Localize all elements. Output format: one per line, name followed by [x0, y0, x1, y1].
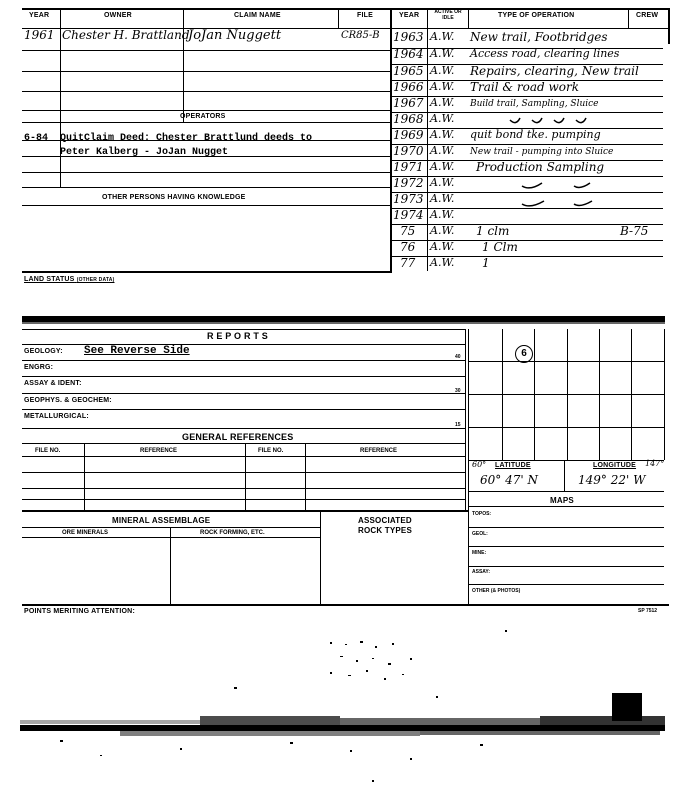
geology-value: See Reverse Side: [84, 345, 190, 357]
col-reference: REFERENCE: [140, 448, 178, 454]
op-year: 1973: [393, 192, 424, 206]
op-year: 1972: [393, 176, 424, 190]
col-file-no: FILE NO.: [35, 448, 61, 454]
op-status: A.W.: [430, 96, 455, 109]
op-year: 1965: [393, 64, 424, 78]
op-year: 75: [400, 224, 416, 238]
metallurgical-num: 15: [455, 422, 461, 428]
op-status: A.W.: [430, 208, 455, 221]
col-reference-2: REFERENCE: [360, 448, 398, 454]
operators-text-line1: QuitClaim Deed: Chester Brattlund deeds to: [60, 133, 313, 144]
lat-prefix: 60°: [472, 460, 487, 469]
maps-assay: ASSAY:: [472, 569, 491, 575]
section-mark: 6: [515, 345, 533, 363]
op-type: New trail - pumping into Sluice: [470, 147, 614, 157]
op-status: A.W.: [430, 144, 455, 157]
general-references-title: GENERAL REFERENCES: [182, 432, 294, 442]
check-marks: [470, 112, 630, 216]
op-status: A.W.: [430, 128, 455, 141]
maps-title: MAPS: [550, 496, 574, 505]
mineral-assemblage-title: MINERAL ASSEMBLAGE: [112, 516, 211, 525]
op-type: 1 Clm: [482, 240, 518, 254]
op-year: 1964: [393, 47, 424, 61]
op-status: A.W.: [430, 240, 455, 253]
op-type: Build trail, Sampling, Sluice: [470, 99, 599, 109]
op-year: 1969: [393, 128, 424, 142]
scan-artifact-bar-thin: [22, 322, 665, 324]
entry-file: CR85-B: [341, 30, 380, 41]
maps-other: OTHER (& PHOTOS): [472, 588, 521, 594]
other-persons-label: OTHER PERSONS HAVING KNOWLEDGE: [102, 194, 246, 201]
owner-header: OWNER: [104, 12, 132, 19]
metallurgical-label: METALLURGICAL:: [24, 413, 89, 420]
entry-claim-name: JoJan Nuggett: [188, 28, 282, 43]
maps-geol: GEOL:: [472, 531, 488, 537]
claim-name-header: CLAIM NAME: [234, 12, 281, 19]
geology-num: 40: [455, 354, 461, 360]
geophys-label: GEOPHYS. & GEOCHEM:: [24, 397, 112, 404]
op-crew: B-75: [620, 224, 649, 238]
assay-label: ASSAY & IDENT:: [24, 380, 82, 387]
rock-forming-header: ROCK FORMING, ETC.: [200, 530, 265, 536]
year-header: YEAR: [29, 12, 50, 19]
op-status: A.W.: [430, 160, 455, 173]
assay-num: 30: [455, 388, 461, 394]
op-year: 1968: [393, 112, 424, 126]
operators-date: 6-84: [24, 133, 49, 144]
land-status-title: LAND STATUS: [24, 276, 75, 283]
longitude-value: 149° 22' W: [578, 473, 646, 487]
crew-header: CREW: [636, 12, 659, 19]
op-year: 1971: [393, 160, 424, 174]
type-of-operation-header: TYPE OF OPERATION: [498, 12, 575, 19]
op-status: A.W.: [430, 30, 455, 43]
op-type: New trail, Footbridges: [470, 30, 608, 44]
op-status: A.W.: [430, 47, 455, 60]
scan-noise: [0, 630, 678, 790]
operators-text-line2: Peter Kalberg - JoJan Nugget: [60, 147, 229, 158]
op-type: Repairs, clearing, New trail: [470, 64, 639, 78]
op-year: 1967: [393, 96, 424, 110]
op-year: 77: [400, 256, 416, 270]
op-status: A.W.: [430, 256, 455, 269]
op-type: Access road, clearing lines: [470, 47, 620, 60]
longitude-label: LONGITUDE: [593, 462, 637, 469]
latitude-label: LATITUDE: [495, 462, 531, 469]
latitude-value: 60° 47' N: [480, 473, 538, 487]
op-year: 1974: [393, 208, 424, 222]
active-idle-header: ACTIVE OR IDLE: [434, 9, 462, 21]
points-meriting-attention-label: POINTS MERITING ATTENTION:: [24, 608, 135, 615]
op-status: A.W.: [430, 112, 455, 125]
op-type: 1 clm: [476, 224, 510, 238]
ops-year-header: YEAR: [399, 12, 420, 19]
op-status: A.W.: [430, 224, 455, 237]
op-year: 1963: [393, 30, 424, 44]
operators-label: OPERATORS: [180, 113, 226, 120]
form-number: SP 7512: [638, 608, 658, 614]
op-status: A.W.: [430, 176, 455, 189]
op-type: quit bond tke. pumping: [470, 128, 601, 141]
col-file-no-2: FILE NO.: [258, 448, 284, 454]
land-status-sublabel: (OTHER DATA): [76, 277, 115, 283]
op-type: 1: [482, 256, 490, 270]
op-year: 1966: [393, 80, 424, 94]
op-year: 1970: [393, 144, 424, 158]
geology-label: GEOLOGY:: [24, 348, 63, 355]
land-status-label: [24, 276, 114, 283]
associated-rock-types-line1: ASSOCIATED: [358, 516, 412, 525]
entry-owner: Chester H. Brattland: [62, 28, 190, 42]
file-header: FILE: [357, 12, 373, 19]
op-year: 76: [400, 240, 416, 254]
entry-year: 1961: [24, 28, 55, 42]
maps-topos: TOPOS:: [472, 511, 492, 517]
op-type: Production Sampling: [476, 160, 605, 174]
op-type: Trail & road work: [470, 80, 579, 94]
maps-mine: MINE:: [472, 550, 487, 556]
lon-suffix: 147°: [645, 459, 665, 468]
op-status: A.W.: [430, 192, 455, 205]
op-status: A.W.: [430, 64, 455, 77]
op-status: A.W.: [430, 80, 455, 93]
reports-title: R E P O R T S: [207, 331, 268, 341]
engrg-label: ENGRG:: [24, 364, 54, 371]
ore-minerals-header: ORE MINERALS: [62, 530, 109, 536]
associated-rock-types-line2: ROCK TYPES: [358, 526, 413, 535]
